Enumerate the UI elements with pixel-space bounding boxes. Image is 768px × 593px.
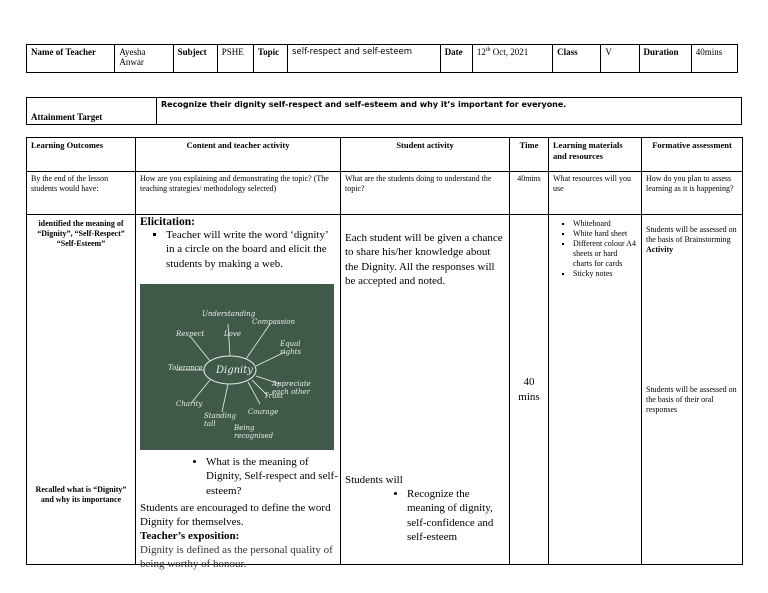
date-label: Date — [440, 45, 472, 73]
board-word-standing-tall: Standing tall — [204, 412, 236, 428]
material-item-3: ▪ Different colour A4 sheets or hard charts for cards — [573, 239, 637, 269]
assessment-2: Students will be assessed on the basis of their oral responses — [646, 385, 737, 414]
student-text-1: Each student will be given a chance to share his/her knowledge about the Dignity. All the responses will be accepted and noted. — [345, 232, 503, 287]
date-day: 12 — [476, 47, 486, 57]
question-list — [194, 455, 340, 498]
lesson-table — [26, 137, 743, 571]
class-value: V — [601, 45, 639, 73]
topic-value: self-respect and self-esteem — [288, 45, 441, 73]
board-word-charity: Charity — [176, 400, 203, 408]
elicitation-title: Elicitation: — [140, 216, 195, 228]
board-word-compassion: Compassion — [252, 318, 296, 326]
board-word-understanding: Understanding — [202, 310, 256, 318]
board-word-appreciate: Appreciate each other — [272, 380, 311, 396]
board-word-tolerance: Tolerance — [168, 364, 203, 372]
materials-list — [553, 219, 637, 279]
outcome-1: identified the meaning of “Dignity”, “Self-Respect” “Self-Esteem” — [37, 219, 125, 248]
col-materials: Learning materials and resources — [549, 138, 642, 172]
outcomes-cell — [27, 215, 136, 565]
assessment-1-bold: Activity — [646, 245, 674, 254]
material-item-4: ▪ Sticky notes — [573, 269, 637, 279]
guide-content: How are you explaining and demonstrating the topic? (The teaching strategies/ methodology selected) — [136, 172, 341, 215]
board-word-courage: Courage — [248, 408, 279, 416]
chalkboard-image — [140, 284, 334, 450]
target-table — [26, 97, 742, 125]
student-list — [393, 487, 507, 544]
col-outcomes: Learning Outcomes — [27, 138, 136, 172]
col-assessment: Formative assessment — [642, 138, 743, 172]
material-item-2: ▪ White hard sheet — [573, 229, 637, 239]
elicitation-item: ▪ Teacher will write the word ‘dignity’ in a circle on the board and elicit the students by making a web. — [166, 228, 336, 271]
duration-value: 40mins — [691, 45, 737, 73]
exposition-text: Dignity is defined as the personal quality of being worthy of honour. — [140, 544, 333, 571]
board-center-word: Dignity — [216, 365, 253, 376]
material-item-1: ▪ Whiteboard — [573, 219, 637, 229]
topic-label: Topic — [253, 45, 287, 73]
col-content: Content and teacher activity — [136, 138, 341, 172]
outcome-2: Recalled what is “Dignity” and why its importance — [35, 485, 127, 504]
duration-label: Duration — [639, 45, 691, 73]
class-label: Class — [553, 45, 601, 73]
assessment-cell — [642, 215, 743, 565]
target-text: Recognize their dignity self-respect and self-esteem and why it’s important for everyone. — [157, 98, 742, 125]
board-word-trust: Trust — [264, 392, 283, 400]
guide-time: 40mins — [510, 172, 549, 215]
assessment-1 — [646, 225, 738, 255]
subject-label: Subject — [173, 45, 217, 73]
exposition-title: Teacher’s exposition: — [140, 530, 240, 542]
student-text-2: Students will — [345, 474, 403, 486]
elicitation-list — [156, 228, 336, 271]
board-word-respect: Respect — [176, 330, 205, 338]
col-student: Student activity — [341, 138, 510, 172]
materials-cell — [549, 215, 642, 565]
header-table — [26, 44, 738, 73]
board-word-recognised: Being recognised — [234, 424, 274, 440]
teacher-value: Ayesha Anwar — [115, 45, 173, 73]
guide-outcomes: By the end of the lesson students would have: — [27, 172, 136, 215]
student-item: • Recognize the meaning of dignity, self-confidence and self-esteem — [407, 487, 507, 544]
board-word-love: Love — [224, 330, 241, 338]
time-cell: 40 mins — [510, 215, 549, 565]
assessment-1-text: Students will be assessed on the basis of Brainstorming — [646, 225, 737, 244]
guide-materials: What resources will you use — [549, 172, 642, 215]
question-item: • What is the meaning of Dignity, Self-respect and self-esteem? — [206, 455, 340, 498]
col-time: Time — [510, 138, 549, 172]
date-value — [472, 45, 552, 73]
teacher-label: Name of Teacher — [27, 45, 115, 73]
date-sup: th — [485, 47, 491, 53]
content-cell — [136, 215, 341, 571]
guide-student: What are the students doing to understand the topic? — [341, 172, 510, 215]
subject-value: PSHE — [217, 45, 253, 73]
board-word-equal-rights: Equal rights — [280, 340, 301, 356]
student-cell — [341, 215, 510, 565]
guide-assessment: How do you plan to assess learning as it is happening? — [642, 172, 743, 215]
target-label: Attainment Target — [27, 98, 157, 125]
date-rest: Oct, 2021 — [490, 47, 529, 57]
define-text: Students are encouraged to define the word Dignity for themselves. — [140, 502, 331, 529]
